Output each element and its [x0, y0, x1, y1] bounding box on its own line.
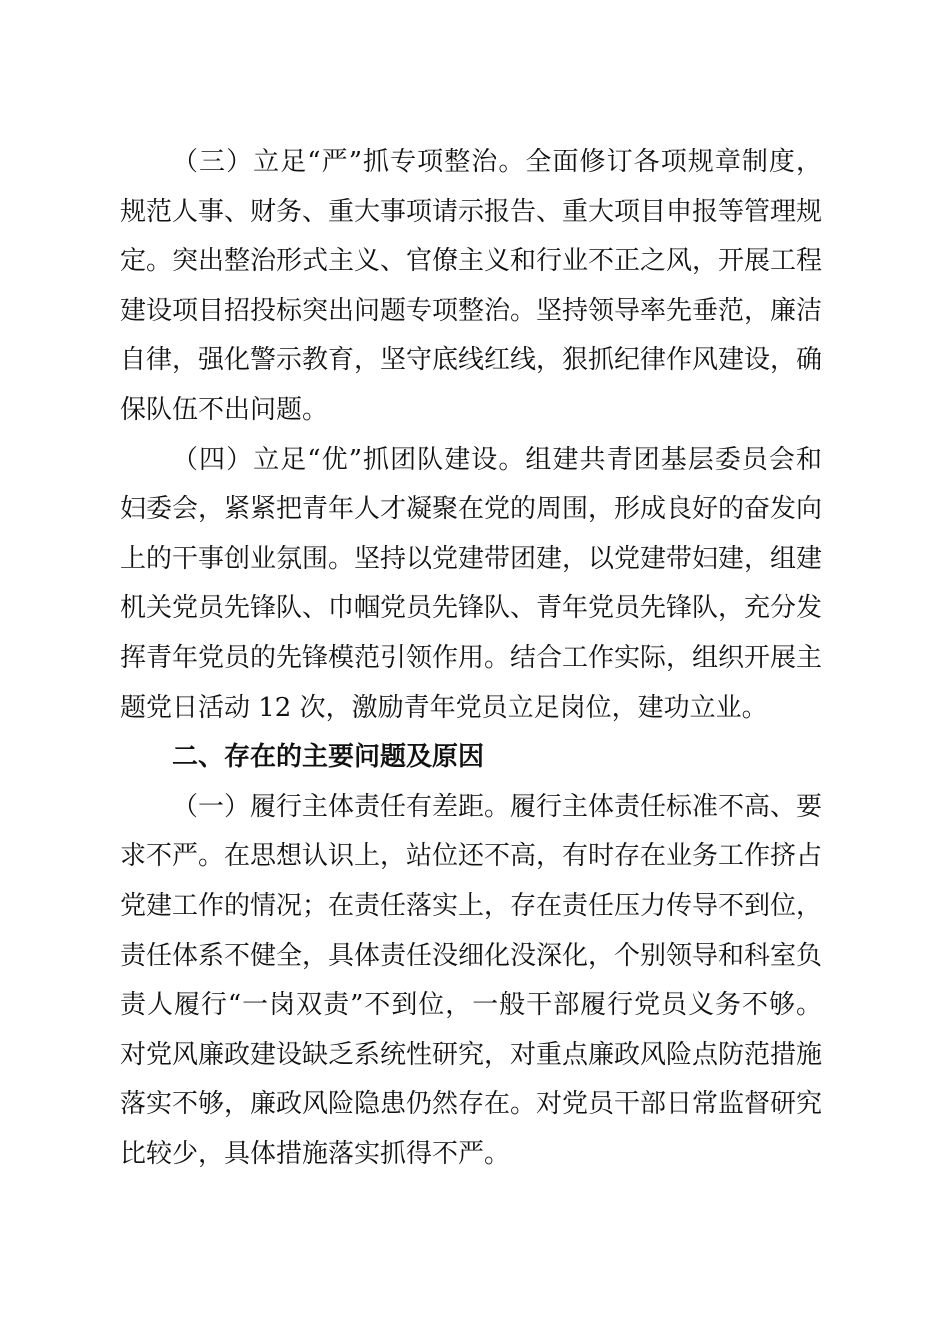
- section-heading: 二、存在的主要问题及原因: [172, 742, 485, 773]
- paragraph-line: 党建工作的情况；在责任落实上，存在责任压力传导不到位，: [120, 890, 822, 921]
- paragraph-line: 建设项目招投标突出问题专项整治。坚持领导率先垂范，廉洁: [120, 295, 822, 326]
- paragraph-line: 挥青年党员的先锋模范引领作用。结合工作实际，组织开展主: [120, 642, 822, 673]
- paragraph-line: 妇委会，紧紧把青年人才凝聚在党的周围，形成良好的奋发向: [120, 494, 822, 525]
- paragraph-line: 上的干事创业氛围。坚持以党建带团建，以党建带妇建，组建: [120, 543, 822, 574]
- paragraph-line: 对党风廉政建设缺乏系统性研究，对重点廉政风险点防范措施: [120, 1039, 822, 1070]
- paragraph-line: 落实不够，廉政风险隐患仍然存在。对党员干部日常监督研究: [120, 1089, 822, 1120]
- paragraph-line: 责任体系不健全，具体责任没细化没深化，个别领导和科室负: [120, 940, 822, 971]
- paragraph-line: 机关党员先锋队、巾帼党员先锋队、青年党员先锋队，充分发: [120, 593, 822, 624]
- paragraph-line: （四）立足“优”抓团队建设。组建共青团基层委员会和: [172, 444, 822, 475]
- paragraph-line: 定。突出整治形式主义、官僚主义和行业不正之风，开展工程: [120, 246, 822, 277]
- paragraph-team-building: [120, 436, 822, 734]
- paragraph-responsibility-gap: [120, 783, 822, 1180]
- document-body: [120, 138, 822, 1179]
- paragraph-special-rectification: [120, 138, 822, 436]
- paragraph-line: 题党日活动 12 次，激励青年党员立足岗位，建功立业。: [120, 692, 768, 723]
- paragraph-line: 求不严。在思想认识上，站位还不高，有时存在业务工作挤占: [120, 841, 822, 872]
- paragraph-line: （三）立足“严”抓专项整治。全面修订各项规章制度，: [172, 147, 822, 177]
- paragraph-line: （一）履行主体责任有差距。履行主体责任标准不高、要: [172, 791, 822, 822]
- paragraph-line: 比较少，具体措施落实抓得不严。: [120, 1138, 511, 1169]
- paragraph-line: 规范人事、财务、重大事项请示报告、重大项目申报等管理规: [120, 196, 822, 227]
- paragraph-line: 责人履行“一岗双责”不到位，一般干部履行党员义务不够。: [120, 990, 822, 1021]
- paragraph-line: 自律，强化警示教育，坚守底线红线，狠抓纪律作风建设，确: [120, 345, 822, 376]
- paragraph-line: 保队伍不出问题。: [120, 394, 329, 425]
- section-heading-problems: [120, 733, 822, 783]
